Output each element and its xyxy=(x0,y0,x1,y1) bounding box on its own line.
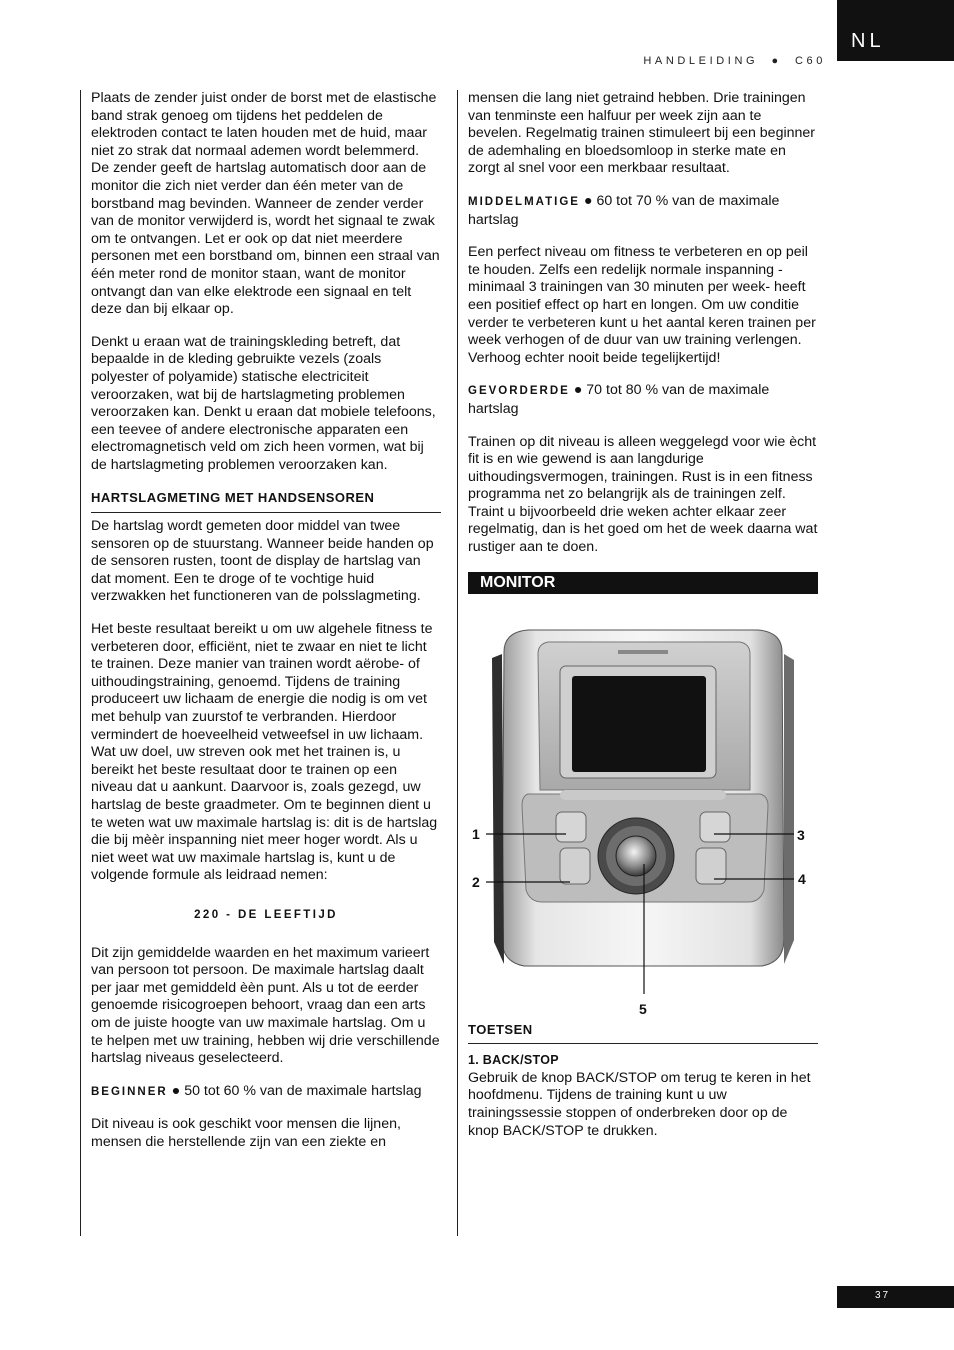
callout-2: 2 xyxy=(472,873,480,890)
left-column xyxy=(91,90,441,1166)
manual-label: HANDLEIDING xyxy=(643,55,759,67)
page-number xyxy=(837,1286,954,1308)
paragraph-transmitter: Plaats de zender juist onder de borst met de elastische band strak genoeg om tijdens het peddelen de elektroden contact te laten houden met de huid, maar niet zo strak dat normaal ademen wordt belemmerd. De zender geeft de hartslag automatisch door aan de monitor die zich niet verder dan één meter van de borstband mag bevinden. Wanneer de zender verder van de monitor verwijderd is, wordt het signaal te zwak om te ontvangen. Let er ook op dat niet meerdere personen met een borstband om, binnen een straal van één meter rond de monitor staan, want de monitor ontvangt dan van elke elektrode een signaal en telt deze dan bij elkaar op. xyxy=(91,90,440,318)
language-code: NL xyxy=(851,30,885,52)
level-advanced-term: GEVORDERDE xyxy=(468,385,570,398)
model-label: C60 xyxy=(795,55,826,67)
callout-1: 1 xyxy=(472,825,480,842)
callout-4: 4 xyxy=(798,870,806,887)
callout-3: 3 xyxy=(797,826,805,843)
page-number-text: 37 xyxy=(875,1290,891,1301)
level-intermediate-term: MIDDELMATIGE xyxy=(468,195,580,208)
language-tab xyxy=(837,0,954,61)
level-beginner-text: 50 tot 60 % van de maximale hartslag xyxy=(184,1082,422,1099)
bullet: ● xyxy=(573,382,583,399)
monitor-heading: MONITOR xyxy=(468,572,818,594)
paragraph-intermediate: Een perfect niveau om fitness te verbeteren en op peil te houden. Zelfs een redelijk normale inspanning -minimaal 3 trainingen van 30 minuten per week- heeft een positief effect op hart en longen. Om uw conditie verder te verbeteren kunt u het aantal keren trainen per week verhogen of de duur van uw training verlengen. Verhoog echter nooit beide tegelijkertijd! xyxy=(468,244,816,366)
monitor-figure xyxy=(468,594,818,1019)
level-advanced-text: 70 tot 80 % van de maximale hartslag xyxy=(468,382,770,417)
bullet: ● xyxy=(171,1082,181,1099)
paragraph-averages: Dit zijn gemiddelde waarden en het maximum varieert van persoon tot persoon. De maximale hartslag daalt per jaar met gemiddeld èèn punt. Als u tot de eerder genoemde risicogroepen behoort, vraag dan een arts om de juiste hoogte van uw maximale hartslag. Om u te helpen met uw training, hebben wij drie verschillende hartslag niveaus geselecteerd. xyxy=(91,944,440,1067)
key-back-stop-heading: 1. BACK/STOP xyxy=(468,1053,559,1068)
bullet-separator: ● xyxy=(764,55,789,67)
center-column-rule xyxy=(457,90,458,1236)
level-intermediate-text: 60 tot 70 % van de maximale hartslag xyxy=(468,192,780,228)
paragraph-back-stop: Gebruik de knop BACK/STOP om terug te keren in het hoofdmenu. Tijdens de training kunt u uw trainingssessie stoppen of onderbreken door op de knop BACK/STOP te drukken. xyxy=(468,1069,811,1139)
paragraph-clothing: Denkt u eraan wat de trainingskleding betreft, dat bepaalde in de kleding gebruikte vezels (zoals polyester of polyamide) statische electriciteit veroorzaken, wat bij de hartslagmeting problemen veroorzaken kan. Denkt u eraan dat mobiele telefoons, een teevee of andere electronische apparaten een electromagnetisch veld om zich heen vormen, wat bij de hartslagmeting problemen veroorzaken kan. xyxy=(91,333,436,473)
level-advanced xyxy=(468,382,818,418)
paragraph-hand-sensors: De hartslag wordt gemeten door middel van twee sensoren op de stuurstang. Wanneer beide handen op de sensoren rusten, toont de display de hartslag van dat moment. Een te droge of te vochtige huid verzwakken het functioneren van de polsslagmeting. xyxy=(91,518,434,605)
level-beginner xyxy=(91,1083,441,1102)
heart-rate-formula: 220 - DE LEEFTIJD xyxy=(194,908,338,921)
right-column xyxy=(468,90,818,1155)
paragraph-advanced: Trainen op dit niveau is alleen weggelegd voor wie ècht fit is en wie gewend is aan langdurige uithoudingsvermogen, trainingen. Rust is in een fitness programma net zo belangrijk als de trainingen zelf. Traint u bijvoorbeeld drie weken achter elkaar zeer regelmatig, dan is het goed om het de week daarna wat rustiger aan te doen. xyxy=(468,433,818,556)
paragraph-fitness: Het beste resultaat bereikt u om uw algehele fitness te verbeteren door, efficiënt, niet te zwaar en niet te licht te trainen. Deze manier van trainen wordt aërobe- of uithoudingstraining, genoemd. Tijdens de training produceert uw lichaam de energie die nodig is om vet met behulp van zuurstof te verbranden. Hierdoor vermindert de hoeveelheid vetweefsel in uw lichaam. Wat uw doel, uw streven ook met het trainen is, u bereikt het beste resultaat door te trainen op een niveau dat u aankunt. Daarvoor is, zoals gezegd, uw hartslag de beste graadmeter. Om te beginnen dient u te weten wat uw maximale hartslag is: dit is de hartslag die bij mèèr inspanning niet meer hoger wordt. Als u niet weet wat uw maximale hartslag is, kunt u de volgende formule als leidraad nemen: xyxy=(91,621,438,884)
monitor-illustration xyxy=(468,594,818,1019)
running-header xyxy=(643,55,826,67)
section-heading-hand-sensors: HARTSLAGMETING MET HANDSENSOREN xyxy=(91,489,441,513)
bullet: ● xyxy=(583,192,593,209)
level-beginner-term: BEGINNER xyxy=(91,1085,168,1098)
section-heading-keys: TOETSEN xyxy=(468,1021,818,1045)
callout-5: 5 xyxy=(639,1000,647,1017)
paragraph-beginner-continued: mensen die lang niet getraind hebben. Drie trainingen van tenminste een halfuur per week zijn aan te bevelen. Regelmatig trainen stimuleert bij een beginner de ademhaling en bloedsomloop in sterke mate en zorgt al snel voor een merkbaar resultaat. xyxy=(468,90,816,177)
level-intermediate xyxy=(468,193,818,229)
paragraph-beginner-detail: Dit niveau is ook geschikt voor mensen die lijnen, mensen die herstellende zijn van een ziekte en xyxy=(91,1116,401,1150)
left-column-rule xyxy=(80,90,81,1236)
